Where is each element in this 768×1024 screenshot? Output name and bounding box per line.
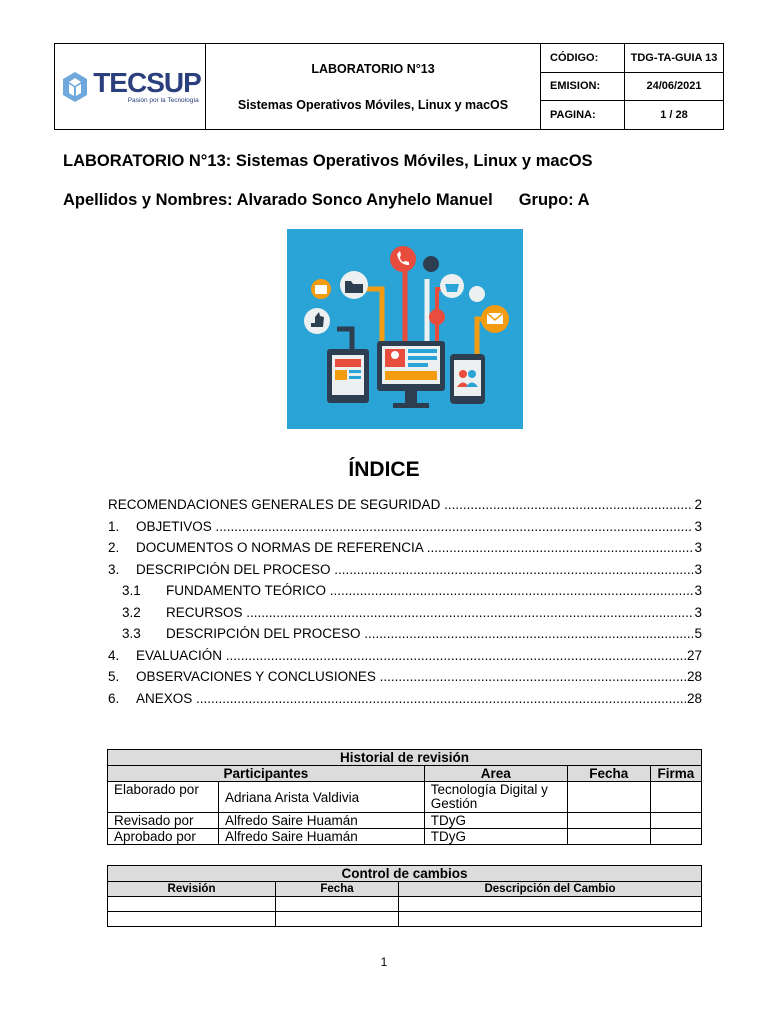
history-col-participants: Participantes [108,766,425,782]
logo-word: TECSUP [93,67,201,98]
toc-entry-label: RECOMENDACIONES GENERALES DE SEGURIDAD ..... [108,497,693,512]
history-col-firma: Firma [650,766,701,782]
table-row [108,897,702,912]
toc-entry[interactable] [108,583,702,605]
toc-entry[interactable] [108,669,702,691]
toc-entry-number: 1. [108,518,120,534]
lab-heading: LABORATORIO N°13: Sistemas Operativos Móviles, Linux y macOS [63,152,593,170]
toc-entry-label: DESCRIPCIÓN DEL PROCESO ..... [166,626,693,641]
history-name: Alfredo Saire Huamán [219,829,425,845]
toc-entry-number: 5. [108,669,120,684]
history-col-fecha: Fecha [567,766,650,782]
toc-entry-label: OBJETIVOS ..... [136,519,693,534]
toc-entry-number: 4. [108,647,120,663]
toc-entry-label: ANEXOS ..... [136,691,686,706]
toc-entry-page: 5 [694,626,702,641]
toc-entry-number: 3.1 [122,583,141,598]
toc-entry[interactable] [108,562,702,584]
toc-entry-page: 3 [694,583,702,598]
toc-entry[interactable] [108,626,702,648]
pagina-label: PAGINA: [541,101,625,129]
history-firma [650,829,701,845]
rocket-icon [423,256,439,272]
toc-entry[interactable] [108,519,702,541]
history-firma [650,813,701,829]
toc-entry-page: 3 [694,561,702,577]
toc-entry-page: 3 [694,518,702,534]
history-name: Alfredo Saire Huamán [219,813,425,829]
history-fecha [567,813,650,829]
history-name: Adriana Arista Valdivia [219,782,425,813]
history-role: Aprobado por [108,829,219,845]
revision-history-table [107,749,702,845]
history-fecha [567,829,650,845]
table-of-contents [108,497,702,712]
history-role: Revisado por [108,813,219,829]
history-col-area: Area [424,766,567,782]
header-lab-subject: Sistemas Operativos Móviles, Linux y macOS [237,97,509,112]
toc-entry-number: 6. [108,690,120,706]
tecsup-logo-icon [59,70,91,104]
history-area: TDyG [424,813,567,829]
history-fecha [567,782,650,813]
toc-entry-number: 3.2 [122,604,141,620]
toc-entry-page: 27 [686,647,702,663]
toc-entry-number: 2. [108,540,120,555]
emision-label: EMISION: [541,73,625,102]
changes-title: Control de cambios [108,866,702,882]
index-title: ÍNDICE [348,458,420,481]
student-line [63,191,590,210]
toc-entry-label: EVALUACIÓN ..... [136,648,686,663]
toc-entry-label: DOCUMENTOS O NORMAS DE REFERENCIA ..... [136,540,693,555]
emision-value: 24/06/2021 [625,73,723,102]
toc-entry-label: FUNDAMENTO TEÓRICO ..... [166,583,693,598]
student-group: Grupo: A [518,191,590,209]
toc-entry[interactable] [108,691,702,713]
header-meta-grid [541,44,723,129]
toc-entry[interactable] [108,605,702,627]
toc-entry-page: 2 [694,497,702,512]
table-row [108,829,702,845]
page-number: 1 [380,955,388,969]
logo-cell [55,44,206,129]
header-lab-number: LABORATORIO N°13 [311,61,435,76]
tecsup-logo [59,69,201,104]
phone-icon [390,246,416,272]
table-row [108,813,702,829]
toc-entry-label: RECURSOS ..... [166,605,693,620]
pagina-value: 1 / 28 [660,109,688,122]
toc-entry-page: 28 [686,690,702,706]
changes-col-revision: Revisión [108,882,276,897]
toc-entry-page: 28 [686,669,702,684]
logo-tagline: Pasión por la Tecnología [127,97,199,104]
toc-entry[interactable] [108,540,702,562]
history-title: Historial de revisión [108,750,702,766]
history-area: Tecnología Digital y Gestión [424,782,567,813]
changes-col-fecha: Fecha [276,882,399,897]
change-control-table [107,865,702,927]
toc-entry-number: 3.3 [122,626,141,641]
toc-entry[interactable] [108,648,702,670]
table-row [108,912,702,927]
history-role: Elaborado por [108,782,219,813]
toc-entry-page: 3 [694,604,702,620]
document-header [54,43,724,130]
codigo-value: TDG-TA-GUIA 13 [625,44,723,73]
toc-entry-label: DESCRIPCIÓN DEL PROCESO ..... [136,562,693,577]
toc-entry-number: 3. [108,561,120,577]
chart-icon [429,309,445,325]
table-row [108,782,702,813]
codigo-label: CÓDIGO: [541,44,625,73]
toc-entry-page: 3 [694,540,702,555]
toc-entry-label: OBSERVACIONES Y CONCLUSIONES ..... [136,669,686,684]
student-name: Apellidos y Nombres: Alvarado Sonco Anyhelo Manuel [63,191,493,209]
history-firma [650,782,701,813]
cart-icon [469,286,485,302]
history-area: TDyG [424,829,567,845]
toc-entry[interactable] [108,497,702,519]
header-title-cell [206,44,541,129]
changes-col-description: Descripción del Cambio [399,882,702,897]
devices-illustration [287,229,523,429]
